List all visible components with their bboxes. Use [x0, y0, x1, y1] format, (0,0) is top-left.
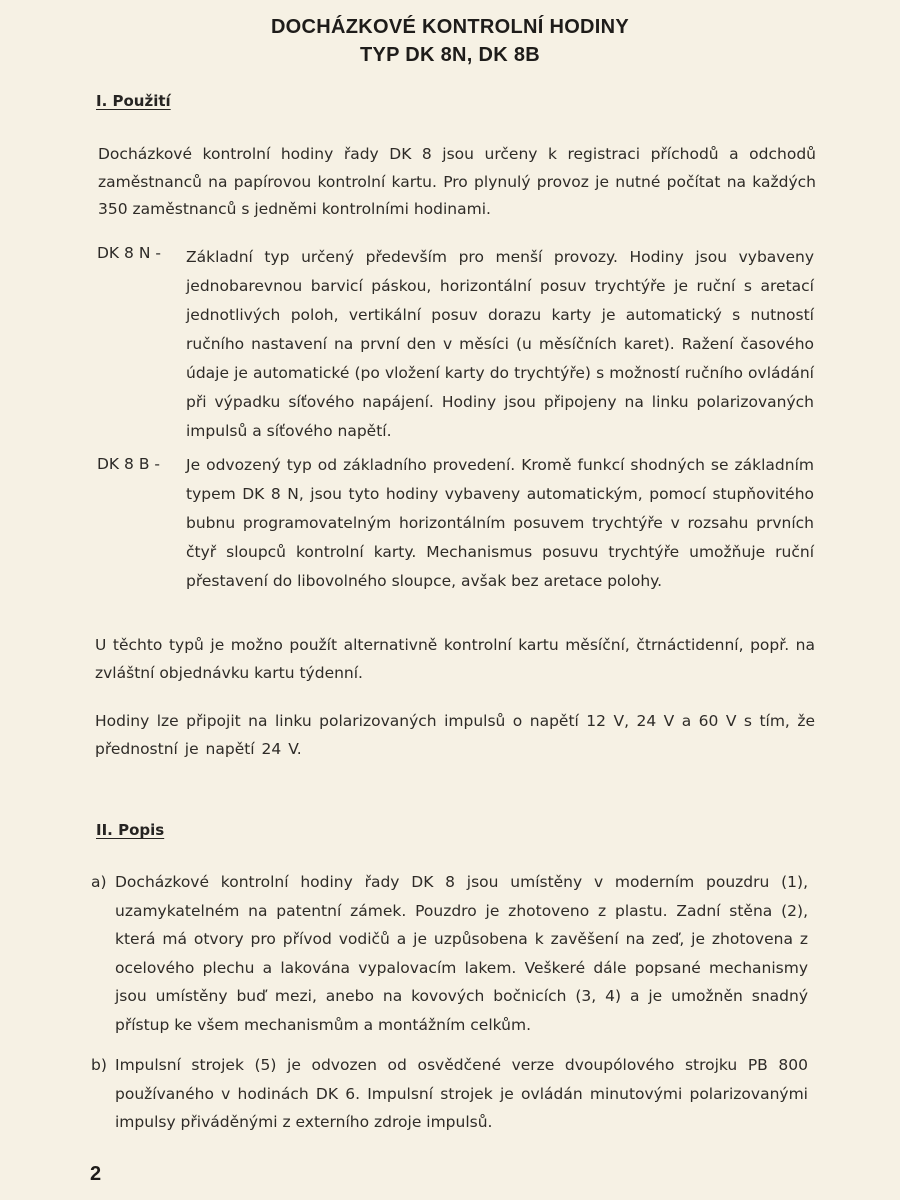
document-subtitle: TYP DK 8N, DK 8B — [359, 44, 541, 66]
voltage-note: Hodiny lze připojit na linku polarizovaných impulsů o napětí 12 V, 24 V a 60 V s tím, že přednostní je napětí 24 V. — [95, 712, 815, 758]
page-number: 2 — [90, 1163, 102, 1185]
item-a-text: Docházkové kontrolní hodiny řady DK 8 jsou umístěny v moderním pouzdru (1), uzamykatelném na patentní zámek. Pouzdro je zhotoveno z plastu. Zadní stěna (2), která má otvory pro přívod vodičů a je uzpůsobena k zavěšení na zeď, je zhotovena z ocelového plechu a lakována vypalovacím lakem. Veškeré dále popsané mechanismy jsou umístěny buď mezi, anebo na kovových bočnicích (3, 4) a je umožněn snadný přístup ke všem mechanismům a montážním celkům. — [115, 873, 808, 1034]
card-types-note: U těchto typů je možno použít alternativně kontrolní kartu měsíční, čtrnáctidenní, popř. na zvláštní objednávku kartu týdenní. — [95, 636, 815, 682]
dk8b-term: DK 8 B - — [97, 455, 160, 473]
document-title: DOCHÁZKOVÉ KONTROLNÍ HODINY — [270, 16, 630, 38]
item-a-label: a) — [91, 873, 107, 891]
dk8b-description: Je odvozený typ od základního provedení. Kromě funkcí shodných se základním typem DK 8 N, jsou tyto hodiny vybaveny automatickým, pomocí stupňovitého bubnu programovatelným horizontálním posuvem trychtýře v rozsahu prvních čtyř sloupců kontrolní karty. Mechanismus posuvu trychtýře umožňuje ruční přestavení do libovolného sloupce, avšak bez aretace polohy. — [186, 456, 814, 590]
section-1-heading: I. Použití — [96, 92, 171, 110]
section-2-heading: II. Popis — [96, 821, 165, 839]
section-1-intro: Docházkové kontrolní hodiny řady DK 8 jsou určeny k registraci příchodů a odchodů zaměstnanců na papírovou kontrolní kartu. Pro plynulý provoz je nutné počítat na každých 350 zaměstnanců s jedněmi kontrolními hodinami. — [98, 145, 816, 218]
item-b-text: Impulsní strojek (5) je odvozen od osvědčené verze dvoupólového strojku PB 800 používaného v hodinách DK 6. Impulsní strojek je ovládán minutovými polarizovanými impulsy přiváděnými z externího zdroje impulsů. — [115, 1056, 808, 1131]
dk8n-term: DK 8 N - — [97, 244, 161, 262]
item-b-label: b) — [91, 1056, 107, 1074]
dk8n-description: Základní typ určený především pro menší provozy. Hodiny jsou vybaveny jednobarevnou barvicí páskou, horizontální posuv trychtýře je ruční s aretací jednotlivých poloh, vertikální posuv dorazu karty je automatický s nutností ručního nastavení na první den v měsíci (u měsíčních karet). Ražení časového údaje je automatické (po vložení karty do trychtýře) s možností ručního ovládání při výpadku síťového napájení. Hodiny jsou připojeny na linku polarizovaných impulsů a síťového napětí. — [186, 248, 814, 440]
